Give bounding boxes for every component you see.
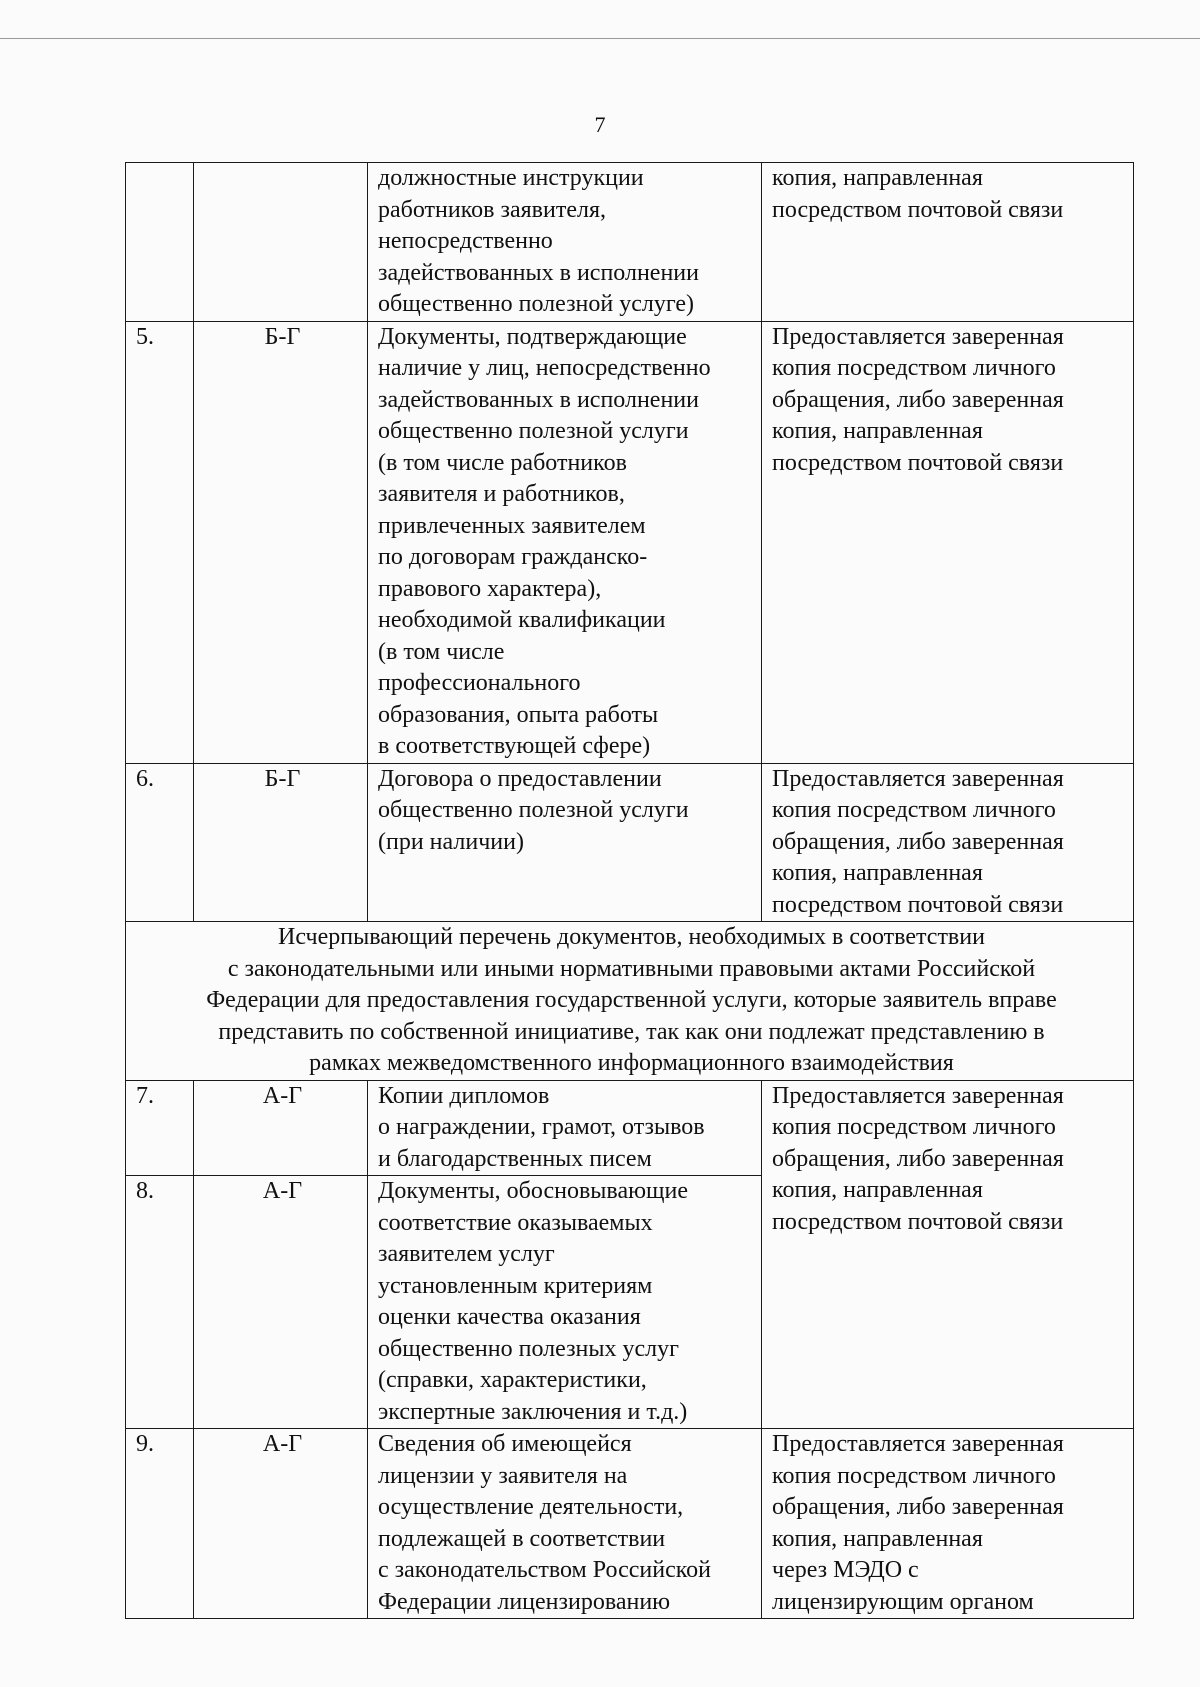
- section-header-cell-line: представить по собственной инициативе, так как они подлежат представлению в: [218, 1018, 1045, 1045]
- document-cell-line: соответствие оказываемых: [378, 1209, 653, 1236]
- row-number-cell: 5.: [126, 321, 194, 763]
- submission-method-cell: [762, 763, 1134, 922]
- table-row: [126, 321, 1134, 763]
- document-cell-line: задействованных в исполнении: [378, 259, 699, 286]
- table-row: [126, 763, 1134, 922]
- document-cell: [368, 163, 762, 322]
- row-number-cell: 7.: [126, 1080, 194, 1176]
- document-cell-line: (справки, характеристики,: [378, 1367, 647, 1393]
- document-cell-line: Договора о предоставлении: [378, 765, 662, 792]
- section-header-cell-line: Федерации для предоставления государственной услуги, которые заявитель вправе: [206, 987, 1057, 1013]
- submission-method-cell-line: посредством почтовой связи: [772, 449, 1064, 476]
- document-cell-line: в соответствующей сфере): [378, 733, 651, 759]
- section-header-row: [126, 922, 1134, 1081]
- document-cell-line: подлежащей в соответствии: [378, 1525, 666, 1552]
- top-rule: [0, 38, 1200, 39]
- document-cell-line: осуществление деятельности,: [378, 1494, 684, 1520]
- document-cell-line: правового характера),: [378, 575, 602, 602]
- submission-method-cell-line: Предоставляется заверенная: [772, 765, 1064, 792]
- submission-method-cell-line: копия, направленная: [772, 165, 983, 191]
- submission-method-cell: [762, 321, 1134, 763]
- submission-method-cell-line: лицензирующим органом: [772, 1588, 1034, 1615]
- document-cell-line: задействованных в исполнении: [378, 386, 699, 413]
- document-cell-line: Федерации лицензированию: [378, 1588, 671, 1615]
- document-cell-line: заявителя и работников,: [378, 481, 625, 507]
- document-cell-line: общественно полезных услуг: [378, 1335, 679, 1362]
- document-cell-line: профессионального: [378, 670, 581, 696]
- category-cell: Б-Г: [194, 321, 368, 763]
- submission-method-cell-line: копия, направленная: [772, 1525, 983, 1552]
- document-cell-line: Документы, подтверждающие: [378, 323, 687, 350]
- table-row: [126, 1080, 1134, 1176]
- row-number-cell: 6.: [126, 763, 194, 922]
- row-number-cell: 8.: [126, 1176, 194, 1429]
- document-cell-line: наличие у лиц, непосредственно: [378, 355, 711, 381]
- document-cell-line: Сведения об имеющейся: [378, 1431, 632, 1457]
- section-header-cell-line: Исчерпывающий перечень документов, необходимых в соответствии: [278, 924, 985, 950]
- section-header-cell-line: рамках межведомственного информационного взаимодействия: [309, 1050, 954, 1076]
- row-number-cell: 9.: [126, 1429, 194, 1619]
- document-cell-line: работников заявителя,: [378, 196, 606, 223]
- document-cell-line: необходимой квалификации: [378, 607, 666, 633]
- document-cell-line: (в том числе: [378, 638, 505, 665]
- submission-method-cell-line: копия посредством личного: [772, 355, 1056, 381]
- document-cell-line: и благодарственных писем: [378, 1145, 652, 1172]
- submission-method-cell-line: обращения, либо заверенная: [772, 828, 1064, 855]
- document-cell: [368, 321, 762, 763]
- submission-method-cell-line: через МЭДО с: [772, 1557, 919, 1583]
- submission-method-cell-line: посредством почтовой связи: [772, 196, 1064, 223]
- documents-table: [125, 162, 1134, 1619]
- documents-table-body: [126, 163, 1134, 1619]
- submission-method-cell: [762, 1080, 1134, 1429]
- document-cell-line: о награждении, грамот, отзывов: [378, 1114, 705, 1140]
- category-cell: А-Г: [194, 1429, 368, 1619]
- document-cell-line: (в том числе работников: [378, 449, 627, 476]
- document-cell-line: Копии дипломов: [378, 1082, 550, 1109]
- document-cell: [368, 1080, 762, 1176]
- document-cell-line: по договорам гражданско-: [378, 544, 648, 570]
- section-header-cell: [126, 922, 1134, 1081]
- category-cell: Б-Г: [194, 763, 368, 922]
- document-cell-line: с законодательством Российской: [378, 1557, 711, 1583]
- submission-method-cell-line: обращения, либо заверенная: [772, 1145, 1064, 1172]
- document-cell-line: (при наличии): [378, 828, 524, 855]
- submission-method-cell: [762, 1429, 1134, 1619]
- document-cell-line: привлеченных заявителем: [378, 512, 646, 539]
- submission-method-cell-line: копия, направленная: [772, 860, 983, 886]
- document-cell-line: Документы, обосновывающие: [378, 1178, 689, 1204]
- table-row: [126, 163, 1134, 322]
- table-row: [126, 1429, 1134, 1619]
- submission-method-cell-line: посредством почтовой связи: [772, 891, 1064, 918]
- document-cell-line: образования, опыта работы: [378, 701, 659, 728]
- document-cell-line: оценки качества оказания: [378, 1304, 641, 1330]
- document-cell: [368, 1429, 762, 1619]
- category-cell: А-Г: [194, 1080, 368, 1176]
- document-cell-line: заявителем услуг: [378, 1241, 555, 1267]
- submission-method-cell-line: копия посредством личного: [772, 1114, 1056, 1140]
- document-cell-line: общественно полезной услуги: [378, 797, 689, 823]
- submission-method-cell-line: копия посредством личного: [772, 797, 1056, 823]
- category-cell: [194, 163, 368, 322]
- submission-method-cell-line: Предоставляется заверенная: [772, 1431, 1064, 1457]
- document-cell-line: установленным критериям: [378, 1272, 653, 1299]
- category-cell: А-Г: [194, 1176, 368, 1429]
- submission-method-cell-line: копия, направленная: [772, 418, 983, 444]
- submission-method-cell-line: посредством почтовой связи: [772, 1208, 1064, 1235]
- document-cell-line: экспертные заключения и т.д.): [378, 1398, 688, 1425]
- section-header-cell-line: с законодательными или иными нормативными правовыми актами Российской: [227, 955, 1036, 982]
- document-cell-line: непосредственно: [378, 228, 553, 254]
- submission-method-cell-line: Предоставляется заверенная: [772, 323, 1064, 350]
- document-cell-line: лицензии у заявителя на: [378, 1462, 628, 1489]
- submission-method-cell-line: копия, направленная: [772, 1177, 983, 1203]
- page-number: 7: [594, 112, 606, 137]
- document-cell-line: общественно полезной услуге): [378, 291, 695, 317]
- submission-method-cell: [762, 163, 1134, 322]
- document-cell: [368, 763, 762, 922]
- document-cell: [368, 1176, 762, 1429]
- document-cell-line: должностные инструкции: [378, 165, 644, 191]
- submission-method-cell-line: копия посредством личного: [772, 1462, 1056, 1489]
- submission-method-cell-line: обращения, либо заверенная: [772, 386, 1064, 413]
- submission-method-cell-line: обращения, либо заверенная: [772, 1494, 1064, 1520]
- row-number-cell: [126, 163, 194, 322]
- submission-method-cell-line: Предоставляется заверенная: [772, 1082, 1064, 1109]
- document-cell-line: общественно полезной услуги: [378, 418, 689, 444]
